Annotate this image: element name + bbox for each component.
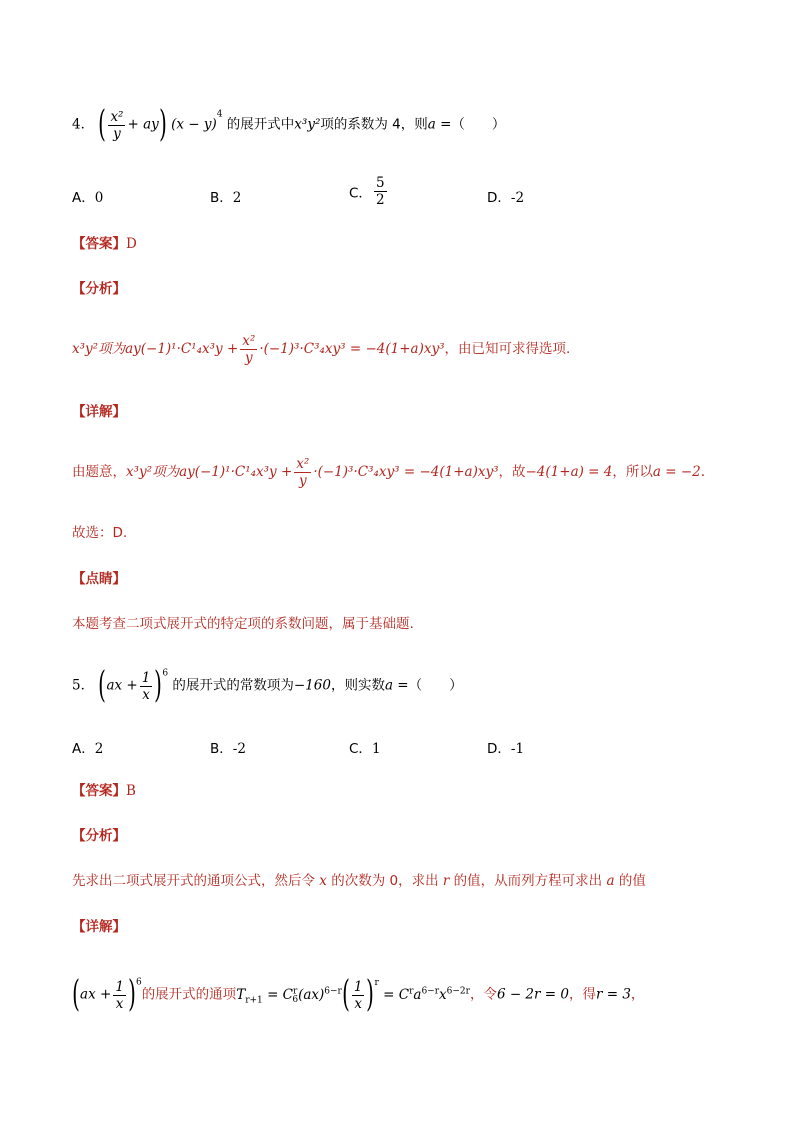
q4-fraction: $\frac{\text{x²}}{y}$	[110, 108, 124, 142]
q4-number: 4．	[72, 116, 95, 133]
q4-choose: 故选：D.	[72, 525, 128, 541]
q4-detail: 由题意，x³y²项为ay(−1)¹·C¹₄x³y + $\frac{\text{x²}}{y}$ ·(−1)³·C³₄xy³ = −4(1+a)xy³，故−4(1+a) = 4，所以a = −2.	[72, 456, 706, 489]
q5-detail-tag: 【详解】	[72, 919, 126, 935]
q5-detail: (ax + $\frac{1}{x}$ )$^6$的展开式的通项$T_{r+1} = C^r_6(ax)^{6-r}$( $\frac{1}{x}$ )$^r = C^ra^{6-r}x^{6-2r}$，令6 − 2r = 0，得r = 3，	[72, 974, 645, 1015]
q4-analysis-tag: 【分析】	[72, 281, 126, 297]
q4-option-b: B．2	[210, 190, 242, 206]
q5-option-d: D．-1	[487, 741, 525, 757]
q5-stem: 5． (ax + $\frac{1}{x}$ )$^6$ 的展开式的常数项为−160，则实数a =（ ）	[72, 665, 463, 706]
q4-comment: 本题考查二项式展开式的特定项的系数问题，属于基础题.	[72, 616, 414, 632]
q4-option-a: A．0	[72, 190, 104, 206]
q4-analysis: x³y²项为ay(−1)¹·C¹₄x³y + $\frac{\text{x²}}{y}$ ·(−1)³·C³₄xy³ = −4(1+a)xy³，由已知可求得选项.	[72, 333, 571, 366]
q4-option-d: D．-2	[487, 190, 525, 206]
q5-answer: 【答案】B	[72, 783, 136, 799]
q5-option-c: C．1	[349, 741, 381, 757]
q4-comment-tag: 【点睛】	[72, 571, 126, 587]
q4-option-c: C． $\frac{5}{2}$	[349, 175, 385, 208]
q5-option-b: B．-2	[210, 741, 246, 757]
q4-detail-tag: 【详解】	[72, 404, 126, 420]
q5-option-a: A．2	[72, 741, 104, 757]
q5-analysis-tag: 【分析】	[72, 828, 126, 844]
q4-answer: 【答案】D	[72, 236, 137, 252]
q5-analysis: 先求出二项式展开式的通项公式，然后令 x 的次数为 0，求出 r 的值，从而列方程可求出 a 的值	[72, 873, 646, 889]
q4-stem: 4． ( $\frac{\text{x²}}{y}$ + ay) $(x - y)^4$ 的展开式中x³y²项的系数为 4，则a =（ ）	[72, 104, 506, 145]
